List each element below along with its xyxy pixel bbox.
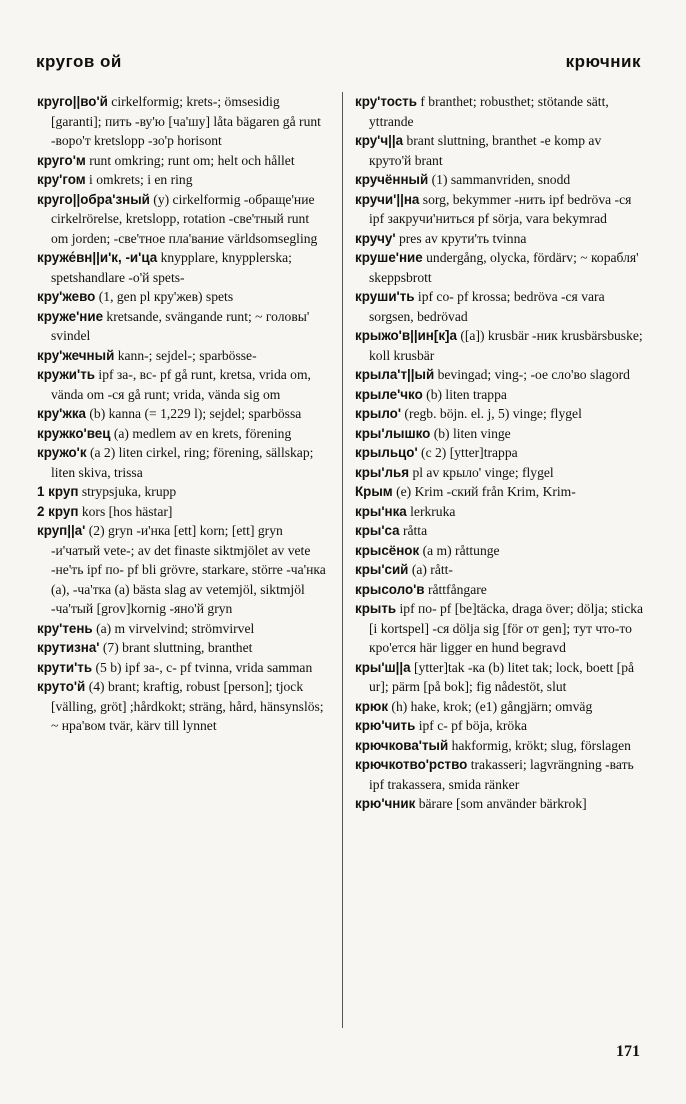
- entry-headword: кры'ш||а: [355, 659, 411, 675]
- entry-headword: круго'м: [37, 152, 86, 168]
- entry-definition: bärare [som använder bärkrok]: [415, 796, 587, 811]
- dictionary-entry: [37, 170, 328, 190]
- page-number: 171: [616, 1043, 640, 1060]
- entry-headword: кру'тость: [355, 94, 417, 109]
- dictionary-entry: [355, 170, 645, 190]
- dictionary-entry: [355, 287, 645, 326]
- entry-definition: (a m) råttunge: [419, 542, 500, 558]
- entry-definition: i omkrets; i en ring: [85, 172, 193, 187]
- dictionary-entry: [355, 229, 645, 249]
- entry-definition: pl av крыло' vinge; flygel: [409, 464, 554, 480]
- entry-headword: круго||обра'зный: [37, 191, 150, 207]
- dictionary-entry: [355, 541, 645, 561]
- right-column: [355, 92, 645, 814]
- dictionary-entry: [37, 151, 328, 171]
- entry-definition: råtta: [399, 523, 428, 538]
- entry-definition: kann-; sejdel-; sparbösse-: [114, 347, 257, 363]
- entry-definition: brant sluttning, branthet -е komp av круто'й brant: [369, 133, 602, 168]
- entry-headword: крюк: [355, 698, 389, 714]
- dictionary-entry: [355, 521, 645, 541]
- entry-definition: (7) brant sluttning, branthet: [99, 640, 253, 655]
- dictionary-entry: [37, 365, 328, 404]
- dictionary-entry: [37, 307, 328, 346]
- dictionary-entry: [355, 404, 645, 424]
- dictionary-entry: [37, 521, 328, 619]
- entry-headword: кру'ч||а: [355, 133, 404, 148]
- column-divider: [342, 92, 343, 1028]
- entry-definition: kretsande, svängande runt; ~ головы' svindel: [51, 308, 310, 343]
- dictionary-entry: [355, 794, 645, 814]
- entry-headword: крыльцо': [355, 445, 418, 460]
- dictionary-entry: [37, 619, 328, 639]
- entry-headword: крыло': [355, 406, 402, 421]
- entry-headword: крутизна': [37, 640, 100, 655]
- dictionary-entry: [355, 502, 645, 522]
- dictionary-entry: [355, 424, 645, 444]
- entry-definition: ipf за-, вс- pf gå runt, kretsa, vrida om, vända om -ся gå runt; vrida, vända sig om: [51, 367, 311, 402]
- entry-definition: (a 2) liten cirkel, ring; förening, sällskap; liten skiva, trissa: [51, 445, 314, 480]
- entry-definition: ([a]) krusbär -ник krusbärsbuske; koll krusbär: [369, 328, 643, 363]
- entry-definition: (e) Krim -ский från Krim, Krim-: [392, 484, 576, 499]
- entry-headword: крю'чить: [355, 718, 416, 733]
- entry-definition: (у) cirkelformig -обраще'ние cirkelrörelse, kretslopp, rotation -све'тный runt om jorden; -све'тное пла'вание världsomsegling: [51, 191, 318, 246]
- entry-headword: кру'тень: [37, 620, 93, 636]
- entry-headword: крыла'т||ый: [355, 367, 435, 382]
- entry-headword: кру'жка: [37, 406, 86, 421]
- entry-definition: (h) hake, krok; (e1) gångjärn; omväg: [388, 698, 593, 714]
- entry-headword: крыжо'в||ин[к]а: [355, 328, 457, 343]
- dictionary-entry: [355, 560, 645, 580]
- entry-definition: råttfångare: [424, 581, 487, 597]
- entry-headword: кружо'к: [37, 445, 87, 460]
- dictionary-entry: [355, 482, 645, 502]
- entry-definition: (b) kanna (= 1,229 l); sejdel; sparbössa: [85, 406, 302, 421]
- entry-definition: knypplare, knypplerska; spetshandlare -о'й spets-: [51, 250, 292, 285]
- running-head: [0, 52, 686, 76]
- dictionary-entry: [355, 190, 645, 229]
- dictionary-entry: [37, 248, 328, 287]
- entry-definition: (a) m virvelvind; strömvirvel: [92, 620, 255, 636]
- dictionary-entry: [355, 755, 645, 794]
- entry-definition: (5 b) ipf за-, с- pf tvinna, vrida samman: [92, 659, 313, 675]
- dictionary-entry: [355, 716, 645, 736]
- entry-definition: runt omkring; runt om; helt och hållet: [85, 152, 295, 168]
- entry-headword: кры'са: [355, 523, 400, 538]
- dictionary-entry: [355, 599, 645, 658]
- dictionary-entry: [355, 463, 645, 483]
- dictionary-entry: [355, 580, 645, 600]
- entry-headword: кры'нка: [355, 503, 407, 519]
- entry-headword: крути'ть: [37, 659, 93, 675]
- entry-headword: кручи'||на: [355, 191, 420, 207]
- dictionary-entry: [355, 736, 645, 756]
- dictionary-entry: [37, 404, 328, 424]
- dictionary-entry: [37, 443, 328, 482]
- entry-headword: круже'ние: [37, 308, 104, 324]
- entry-definition: (1) sammanvriden, snodd: [428, 172, 571, 187]
- dictionary-entry: [355, 131, 645, 170]
- entry-definition: (2) gryn -и'нка [ett] korn; [ett] gryn -и'чатый vete-; av det finaste siktmjölet av vete -не'ть ipf по- pf bli grövre, starkare, större -ча'нка (a), -ча'тка (a) bästa slag av vetemjöl, siktmjöl -ча'тый [grov]kornig -яно'й gryn: [51, 523, 326, 616]
- entry-definition: (1, gen pl кру'жев) spets: [95, 289, 234, 304]
- entry-definition: ipf со- pf krossa; bedröva -ся vara sorgsen, bedrövad: [369, 289, 605, 324]
- dictionary-entry: [37, 424, 328, 444]
- entry-definition: bevingad; ving-; -ое сло'во slagord: [434, 367, 630, 382]
- entry-definition: (regb. böjn. el. j, 5) vinge; flygel: [401, 406, 582, 421]
- entry-headword: круто'й: [37, 679, 86, 694]
- entry-headword: 2 круп: [37, 503, 79, 519]
- entry-definition: (4) brant; kraftig, robust [person]; tjock [välling, gröt] ;hårdkokt; sträng, hård, hänsynslös; ~ нра'вом tvär, kärv till lynnet: [51, 679, 324, 733]
- entry-headword: Крым: [355, 484, 393, 499]
- entry-definition: [ytter]tak -ка (b) litet tak; lock, boett [på ur]; pärm [på bok]; fig nådestöt, slut: [369, 659, 635, 694]
- running-head-right: крючник: [565, 52, 641, 71]
- entry-headword: крю'чник: [355, 796, 416, 811]
- dictionary-entry: [37, 346, 328, 366]
- left-column: [37, 92, 328, 736]
- dictionary-entry: [37, 287, 328, 307]
- dictionary-entry: [355, 326, 645, 365]
- dictionary-entry: [37, 677, 328, 736]
- entry-headword: кручённый: [355, 172, 429, 187]
- dictionary-entry: [355, 697, 645, 717]
- entry-definition: (b) liten trappa: [422, 386, 507, 402]
- dictionary-entry: [355, 385, 645, 405]
- dictionary-entry: [355, 248, 645, 287]
- dictionary-entry: [37, 502, 328, 522]
- entry-definition: trakasseri; lagvrängning -вать ipf trakassera, smida ränker: [369, 757, 634, 792]
- entry-headword: кры'лышко: [355, 425, 431, 441]
- entry-headword: 1 круп: [37, 484, 79, 499]
- entry-headword: кру'жечный: [37, 347, 115, 363]
- entry-headword: крючкотво'рство: [355, 757, 468, 772]
- entry-headword: крыле'чко: [355, 386, 423, 402]
- entry-headword: круго||во'й: [37, 94, 108, 109]
- entry-definition: kors [hos hästar]: [78, 503, 173, 519]
- dictionary-entry: [355, 443, 645, 463]
- dictionary-entry: [37, 190, 328, 249]
- running-head-left: кругов ой: [36, 52, 122, 71]
- dictionary-entry: [37, 92, 328, 151]
- dictionary-entry: [355, 365, 645, 385]
- entry-headword: круже́вн||и'к, -и'ца: [37, 250, 158, 265]
- entry-definition: ipf с- pf böja, kröka: [415, 718, 528, 733]
- entry-headword: кру'гом: [37, 172, 86, 187]
- entry-definition: cirkelformig; krets-; ömsesidig [garanti]; пить -ву'ю [ча'шу] låta bägaren gå runt -воро'т kretslopp -зо'р horisont: [51, 94, 321, 148]
- entry-headword: кры'сий: [355, 562, 409, 577]
- entry-headword: крыть: [355, 601, 397, 616]
- dictionary-entry: [355, 658, 645, 697]
- entry-definition: pres av крути'ть tvinna: [395, 230, 527, 246]
- entry-headword: круше'ние: [355, 250, 423, 265]
- dictionary-entry: [37, 482, 328, 502]
- entry-headword: кру'жево: [37, 289, 96, 304]
- entry-headword: крысоло'в: [355, 581, 425, 597]
- entry-headword: кручу': [355, 230, 396, 246]
- dictionary-entry: [37, 658, 328, 678]
- entry-definition: (a) rått-: [408, 562, 453, 577]
- entry-definition: f branthet; robusthet; stötande sätt, yttrande: [369, 94, 609, 129]
- entry-definition: strypsjuka, krupp: [78, 484, 177, 499]
- dictionary-entry: [37, 638, 328, 658]
- dictionary-entry: [355, 92, 645, 131]
- entry-definition: ipf по- pf [be]täcka, draga över; dölja; sticka [i kortspel] -ся dölja sig [för от gen]; тут что-то кро'ется här ligger en hund begravd: [369, 601, 644, 655]
- entry-definition: (c 2) [ytter]trappa: [417, 445, 518, 460]
- entry-definition: lerkruka: [406, 503, 456, 519]
- entry-headword: кры'лья: [355, 464, 410, 480]
- entry-headword: круши'ть: [355, 289, 415, 304]
- entry-headword: кружко'вец: [37, 425, 111, 441]
- entry-definition: (a) medlem av en krets, förening: [110, 425, 292, 441]
- entry-headword: крысёнок: [355, 542, 420, 558]
- entry-definition: undergång, olycka, fördärv; ~ корабля' skeppsbrott: [369, 250, 639, 285]
- entry-headword: кружи'ть: [37, 367, 96, 382]
- entry-headword: крючкова'тый: [355, 737, 449, 753]
- entry-headword: круп||а': [37, 523, 86, 538]
- entry-definition: hakformig, krökt; slug, förslagen: [448, 737, 631, 753]
- entry-definition: sorg, bekymmer -нить ipf bedröva -ся ipf закручи'ниться pf sörja, vara bekymrad: [369, 191, 632, 226]
- entry-definition: (b) liten vinge: [430, 425, 511, 441]
